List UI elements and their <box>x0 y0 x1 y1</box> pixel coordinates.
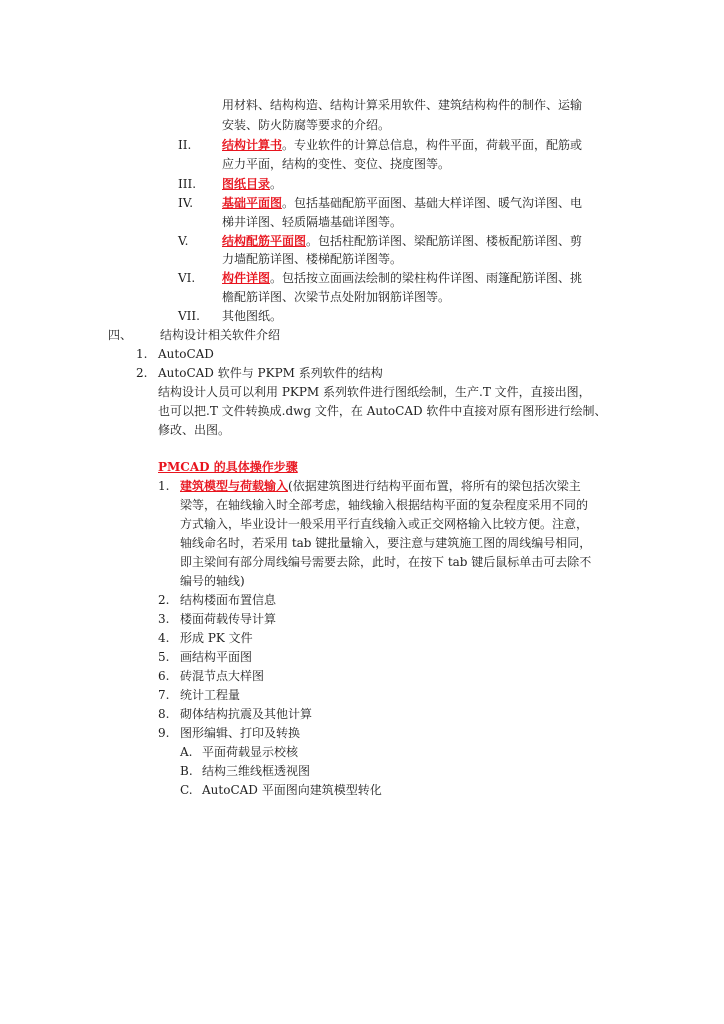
continuation-line-1: 用材料、结构构造、结构计算采用软件、建筑结构构件的制作、运输 <box>222 98 583 112</box>
list-item: AutoCAD <box>158 347 214 361</box>
step-num: 9. <box>158 726 170 740</box>
step-text: (依据建筑图进行结构平面布置，将所有的梁包括次梁主 <box>288 479 581 493</box>
roman-item-line <box>222 137 582 153</box>
roman-item-line: 檐配筋详图、次梁节点处附加钢筋详图等。 <box>222 290 451 304</box>
step-num: 5. <box>158 650 170 664</box>
step-item: 砖混节点大样图 <box>180 669 265 683</box>
step-num: 4. <box>158 631 170 645</box>
list-num: 1. <box>136 347 148 361</box>
step-item: 画结构平面图 <box>180 650 253 664</box>
roman-item-title: 结构计算书 <box>222 138 283 152</box>
roman-item-title: 基础平面图 <box>222 196 283 210</box>
step-num: 7. <box>158 688 170 702</box>
roman-item-title: 图纸目录 <box>222 177 271 191</box>
roman-item-line <box>222 176 282 192</box>
substep-num: B. <box>180 764 193 778</box>
roman-num: V. <box>178 234 189 248</box>
step-num: 2. <box>158 593 170 607</box>
step-line: 梁等，在轴线输入时全部考虑，轴线输入根据结构平面的复杂程度采用不同的 <box>180 498 589 512</box>
roman-item-text: 。包括柱配筋详图、梁配筋详图、楼板配筋详图、剪 <box>306 234 583 248</box>
roman-item-line: 其他图纸。 <box>222 309 283 323</box>
roman-item-text: 。 <box>270 177 283 191</box>
step-item: 形成 PK 文件 <box>180 631 253 645</box>
substep-num: C. <box>180 783 193 797</box>
step-item: 砌体结构抗震及其他计算 <box>180 707 313 721</box>
step-num: 3. <box>158 612 170 626</box>
step-item: 结构楼面布置信息 <box>180 593 277 607</box>
step-item: 图形编辑、打印及转换 <box>180 726 301 740</box>
step-line: 即主梁间有部分周线编号需要去除，此时，在按下 tab 键后鼠标单击可去除不 <box>180 555 592 569</box>
step-line: 轴线命名时，若采用 tab 键批量输入，要注意与建筑施工图的周线编号相同， <box>180 536 592 550</box>
step-item: 统计工程量 <box>180 688 241 702</box>
roman-item-line <box>222 195 582 211</box>
roman-item-text: 。包括基础配筋平面图、基础大样详图、暖气沟详图、电 <box>282 196 583 210</box>
list-num: 2. <box>136 366 148 380</box>
step-line: 编号的轴线) <box>180 574 245 588</box>
roman-num: IV. <box>178 196 194 210</box>
substep-num: A. <box>180 745 193 759</box>
substep-item: 平面荷载显示校核 <box>202 745 299 759</box>
section-num: 四、 <box>108 328 133 342</box>
roman-item-line <box>222 270 582 286</box>
step-item: 楼面荷载传导计算 <box>180 612 277 626</box>
roman-item-line: 应力平面，结构的变性、变位、挠度图等。 <box>222 157 451 171</box>
roman-num: VI. <box>178 271 196 285</box>
roman-item-line: 梯井详图、轻质隔墙基础详图等。 <box>222 215 403 229</box>
roman-num: VII. <box>178 309 200 323</box>
section-title: 结构设计相关软件介绍 <box>160 328 281 342</box>
substep-item: 结构三维线框透视图 <box>202 764 311 778</box>
step-num: 1. <box>158 479 170 493</box>
continuation-line-2: 安装、防火防腐等要求的介绍。 <box>222 118 391 132</box>
step-num: 6. <box>158 669 170 683</box>
roman-item-text: 。包括按立面画法绘制的梁柱构件详图、雨篷配筋详图、挑 <box>270 271 583 285</box>
pmcad-heading: PMCAD 的具体操作步骤 <box>158 460 298 474</box>
step-line: 方式输入，毕业设计一般采用平行直线输入或正交网格输入比较方便。注意， <box>180 517 589 531</box>
paragraph-line: 也可以把.T 文件转换成.dwg 文件，在 AutoCAD 软件中直接对原有图形进行绘制、 <box>158 404 607 418</box>
step-num: 8. <box>158 707 170 721</box>
roman-item-line <box>222 233 582 249</box>
step-title: 建筑模型与荷载输入 <box>180 479 289 493</box>
step-line <box>180 478 581 494</box>
roman-item-title: 构件详图 <box>222 271 271 285</box>
paragraph-line: 结构设计人员可以利用 PKPM 系列软件进行图纸绘制，生产.T 文件，直接出图， <box>158 385 591 399</box>
roman-item-title: 结构配筋平面图 <box>222 234 307 248</box>
roman-item-line: 力墙配筋详图、楼梯配筋详图等。 <box>222 252 403 266</box>
roman-item-text: 。专业软件的计算总信息，构件平面，荷载平面，配筋或 <box>282 138 583 152</box>
list-item: AutoCAD 软件与 PKPM 系列软件的结构 <box>158 366 383 380</box>
paragraph-line: 修改、出图。 <box>158 423 231 437</box>
roman-num: III. <box>178 177 197 191</box>
roman-num: II. <box>178 138 192 152</box>
substep-item: AutoCAD 平面图向建筑模型转化 <box>202 783 382 797</box>
